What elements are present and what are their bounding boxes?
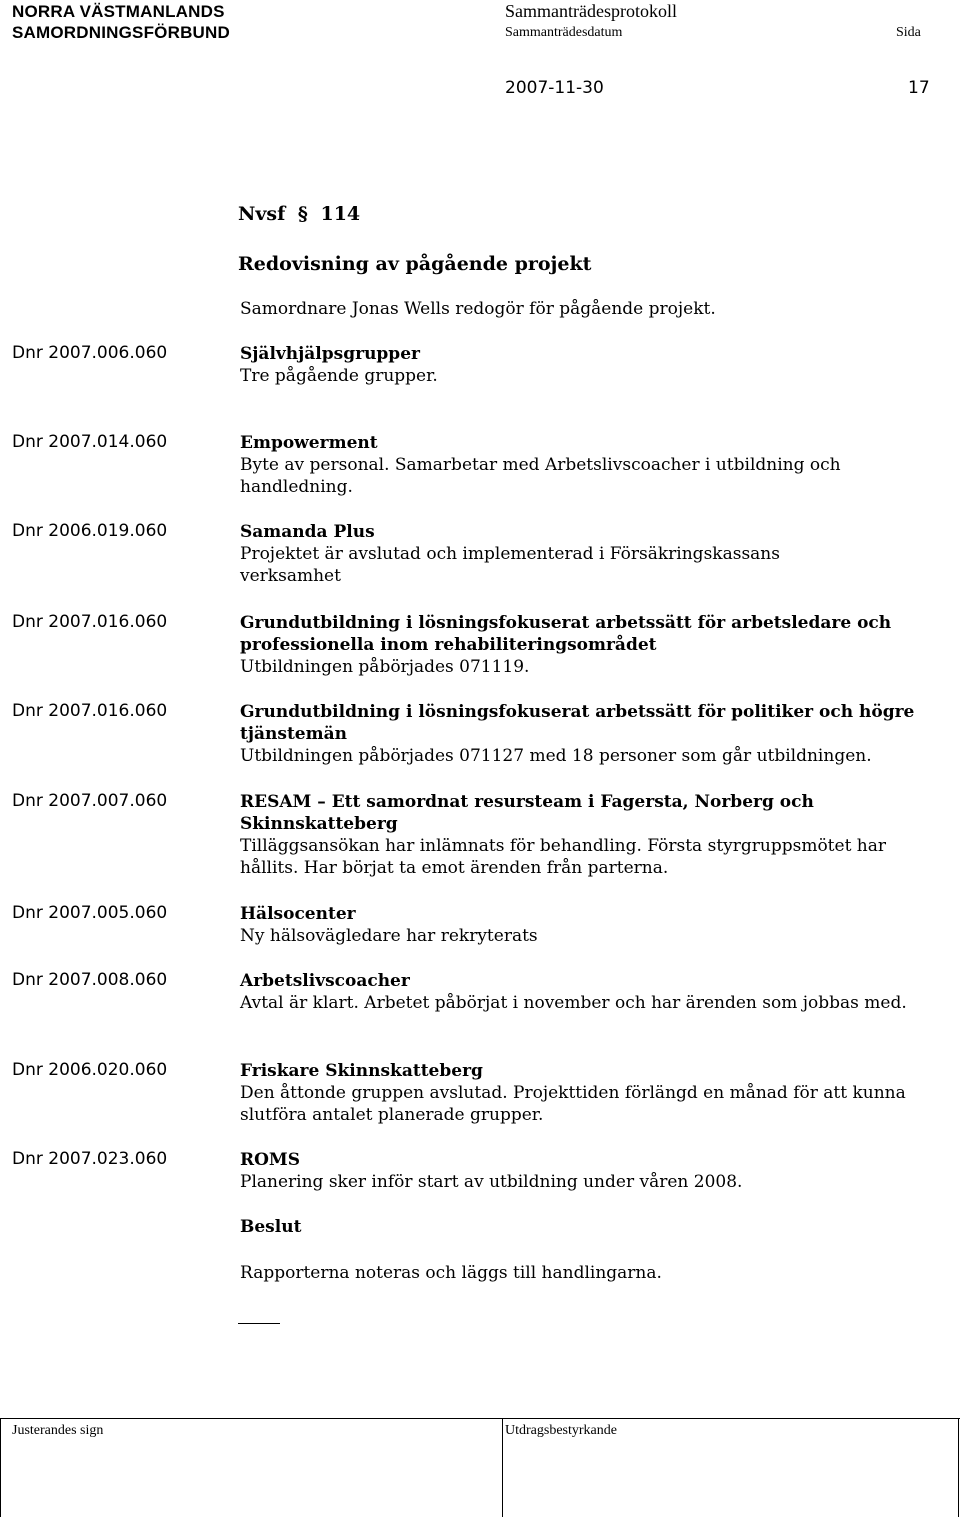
decision-text: Rapporterna noteras och läggs till handlingarna. [240, 1263, 662, 1283]
list-item [240, 521, 870, 587]
page-label: Sida [896, 25, 921, 40]
list-item [240, 432, 880, 498]
list-item [240, 612, 900, 678]
item-title: Arbetslivscoacher [240, 971, 410, 991]
list-item [240, 701, 940, 767]
dnr-label: Dnr 2007.007.060 [12, 791, 168, 811]
dnr-label: Dnr 2007.005.060 [12, 903, 168, 923]
meeting-date: 2007-11-30 [505, 78, 604, 98]
item-title: Empowerment [240, 433, 378, 453]
footer-border-middle [502, 1418, 503, 1517]
page-number: 17 [908, 78, 930, 98]
list-item [240, 791, 920, 879]
list-item [240, 1149, 940, 1193]
dnr-label: Dnr 2006.019.060 [12, 521, 168, 541]
item-text: Projektet är avslutad och implementerad i Försäkringskassans verksamhet [240, 544, 780, 586]
org-name-line2: SAMORDNINGSFÖRBUND [12, 23, 230, 42]
item-title: Samanda Plus [240, 522, 375, 542]
item-text: Avtal är klart. Arbetet påbörjat i november och har ärenden som jobbas med. [240, 993, 907, 1013]
item-text: Utbildningen påbörjades 071127 med 18 personer som går utbildningen. [240, 746, 872, 766]
dnr-label: Dnr 2007.016.060 [12, 701, 168, 721]
item-title: Grundutbildning i lösningsfokuserat arbetssätt för arbetsledare och professionella inom rehabiliteringsområdet [240, 613, 892, 655]
dnr-label: Dnr 2007.023.060 [12, 1149, 168, 1169]
dnr-label: Dnr 2007.014.060 [12, 432, 168, 452]
list-item [240, 903, 940, 947]
document-type: Sammanträdesprotokoll [505, 1, 677, 21]
item-text: Ny hälsovägledare har rekryterats [240, 926, 538, 946]
certification-label: Utdragsbestyrkande [505, 1423, 617, 1438]
item-text: Utbildningen påbörjades 071119. [240, 657, 530, 677]
closing-rule [238, 1323, 280, 1324]
item-title: Friskare Skinnskatteberg [240, 1061, 483, 1081]
dnr-label: Dnr 2007.016.060 [12, 612, 168, 632]
decision-title: Beslut [240, 1217, 302, 1237]
list-item [240, 1060, 920, 1126]
item-title: Självhjälpsgrupper [240, 344, 420, 364]
date-label: Sammanträdesdatum [505, 25, 623, 40]
org-name-line1: NORRA VÄSTMANLANDS [12, 2, 225, 21]
intro-text: Samordnare Jonas Wells redogör för pågående projekt. [240, 299, 716, 319]
footer-border-left [0, 1418, 1, 1517]
footer-divider [0, 1418, 960, 1419]
section-symbol: § [297, 203, 308, 225]
item-title: ROMS [240, 1150, 301, 1170]
paragraph-number: 114 [320, 203, 361, 225]
dnr-label: Dnr 2006.020.060 [12, 1060, 168, 1080]
list-item [240, 343, 940, 387]
item-text: Planering sker inför start av utbildning under våren 2008. [240, 1172, 743, 1192]
item-title: Grundutbildning i lösningsfokuserat arbetssätt för politiker och högre tjänstemän [240, 702, 915, 744]
dnr-label: Dnr 2007.008.060 [12, 970, 168, 990]
item-text: Tre pågående grupper. [240, 366, 438, 386]
footer-border-right [958, 1418, 959, 1517]
paragraph-title [238, 203, 360, 225]
item-text: Tilläggsansökan har inlämnats för behandling. Första styrgruppsmötet har hållits. Har börjat ta emot ärenden från parterna. [240, 836, 887, 878]
item-title: RESAM – Ett samordnat resursteam i Fagersta, Norberg och Skinnskatteberg [240, 792, 814, 834]
paragraph-prefix: Nvsf [238, 203, 286, 225]
item-title: Hälsocenter [240, 904, 356, 924]
list-item [240, 970, 920, 1014]
dnr-label: Dnr 2007.006.060 [12, 343, 168, 363]
signature-label: Justerandes sign [12, 1423, 104, 1438]
item-text: Den åttonde gruppen avslutad. Projekttiden förlängd en månad för att kunna slutföra antalet planerade grupper. [240, 1083, 906, 1125]
page-heading: Redovisning av pågående projekt [238, 253, 592, 275]
item-text: Byte av personal. Samarbetar med Arbetslivscoacher i utbildning och handledning. [240, 455, 841, 497]
